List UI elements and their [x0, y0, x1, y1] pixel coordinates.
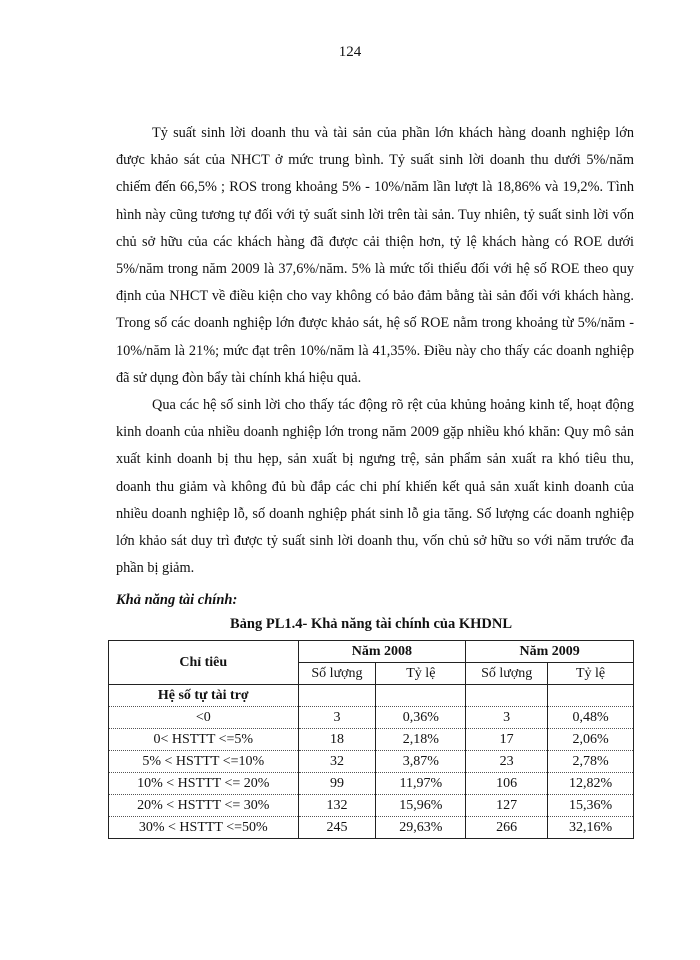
ratio-2008: 15,96% — [376, 795, 466, 817]
table-row — [109, 729, 634, 751]
empty-cell — [548, 685, 634, 707]
count-2008: 245 — [298, 817, 376, 839]
page-number: 124 — [338, 44, 362, 60]
empty-cell — [298, 685, 376, 707]
count-2008: 99 — [298, 773, 376, 795]
row-label: 0< HSTTT <=5% — [109, 729, 299, 751]
header-ratio-2009: Tỷ lệ — [548, 663, 634, 685]
row-label: 10% < HSTTT <= 20% — [109, 773, 299, 795]
count-2008: 18 — [298, 729, 376, 751]
ratio-2008: 11,97% — [376, 773, 466, 795]
header-ratio-2008: Tỷ lệ — [376, 663, 466, 685]
ratio-2009: 0,48% — [548, 707, 634, 729]
count-2009: 106 — [466, 773, 548, 795]
ratio-2009: 32,16% — [548, 817, 634, 839]
ratio-2008: 29,63% — [376, 817, 466, 839]
table-row — [109, 707, 634, 729]
paragraph-1: Tỷ suất sinh lời doanh thu và tài sản của phần lớn khách hàng doanh nghiệp lớn được khảo sát của NHCT ở mức trung bình. Tỷ suất sinh lời doanh thu dưới 5%/năm chiếm đến 66,5% ; ROS trong khoảng 5% - 10%/năm lần lượt là 18,86% và 19,2%. Tình hình này cũng tương tự đối với tỷ suất sinh lời trên tài sản. Tuy nhiên, tỷ suất sinh lời vốn chủ sở hữu của các khách hàng đã được cải thiện hơn, tỷ lệ khách hàng có ROE dưới 5%/năm trong năm 2009 là 37,6%/năm. 5% là mức tối thiểu đối với hệ số ROE theo quy định của NHCT về điều kiện cho vay không có bảo đảm bằng tài sản đối với khách hàng. Trong số các doanh nghiệp lớn được khảo sát, hệ số ROE nằm trong khoảng từ 5%/năm - 10%/năm là 21%; mức đạt trên 10%/năm là 41,35%. Điều này cho thấy các doanh nghiệp đã sử dụng đòn bẩy tài chính khá hiệu quả. — [116, 125, 634, 386]
count-2008: 132 — [298, 795, 376, 817]
ratio-2008: 0,36% — [376, 707, 466, 729]
paragraph-2: Qua các hệ số sinh lời cho thấy tác động rõ rệt của khủng hoảng kinh tế, hoạt động kinh doanh của nhiều doanh nghiệp lớn trong năm 2009 gặp nhiều khó khăn: Quy mô sản xuất kinh doanh bị thu hẹp, sản xuất bị ngưng trệ, sản phẩm sản xuất ra khó tiêu thu, doanh thu giảm và không đủ bù đắp các chi phí khiến kết quả sản xuất kinh doanh của nhiều doanh nghiệp lỗ, số doanh nghiệp phát sinh lỗ gia tăng. Số lượng các doanh nghiệp lớn khảo sát duy trì được tỷ suất sinh lời doanh thu, vốn chủ sở hữu so với năm trước đa phần bị giảm. — [116, 397, 634, 577]
empty-cell — [466, 685, 548, 707]
header-count-2009: Số lượng — [466, 663, 548, 685]
count-2009: 3 — [466, 707, 548, 729]
count-2009: 266 — [466, 817, 548, 839]
count-2008: 32 — [298, 751, 376, 773]
row-label: 30% < HSTTT <=50% — [109, 817, 299, 839]
row-label: <0 — [109, 707, 299, 729]
ratio-2009: 12,82% — [548, 773, 634, 795]
count-2009: 17 — [466, 729, 548, 751]
ratio-2009: 15,36% — [548, 795, 634, 817]
section-heading: Khả năng tài chính: — [116, 592, 238, 608]
group-label: Hệ số tự tài trợ — [109, 685, 299, 707]
table-caption: Bảng PL1.4- Khả năng tài chính của KHDNL — [230, 616, 512, 632]
empty-cell — [376, 685, 466, 707]
financial-capacity-table — [108, 640, 634, 839]
row-label: 5% < HSTTT <=10% — [109, 751, 299, 773]
count-2009: 127 — [466, 795, 548, 817]
table-row — [109, 773, 634, 795]
table-row — [109, 817, 634, 839]
body-text — [116, 120, 634, 582]
count-2008: 3 — [298, 707, 376, 729]
table-row — [109, 795, 634, 817]
header-indicator: Chỉ tiêu — [109, 641, 299, 685]
row-label: 20% < HSTTT <= 30% — [109, 795, 299, 817]
ratio-2008: 2,18% — [376, 729, 466, 751]
header-year-2009: Năm 2009 — [466, 641, 634, 663]
ratio-2009: 2,78% — [548, 751, 634, 773]
header-year-2008: Năm 2008 — [298, 641, 466, 663]
count-2009: 23 — [466, 751, 548, 773]
table-row-group — [109, 685, 634, 707]
ratio-2009: 2,06% — [548, 729, 634, 751]
table-row — [109, 751, 634, 773]
ratio-2008: 3,87% — [376, 751, 466, 773]
header-count-2008: Số lượng — [298, 663, 376, 685]
